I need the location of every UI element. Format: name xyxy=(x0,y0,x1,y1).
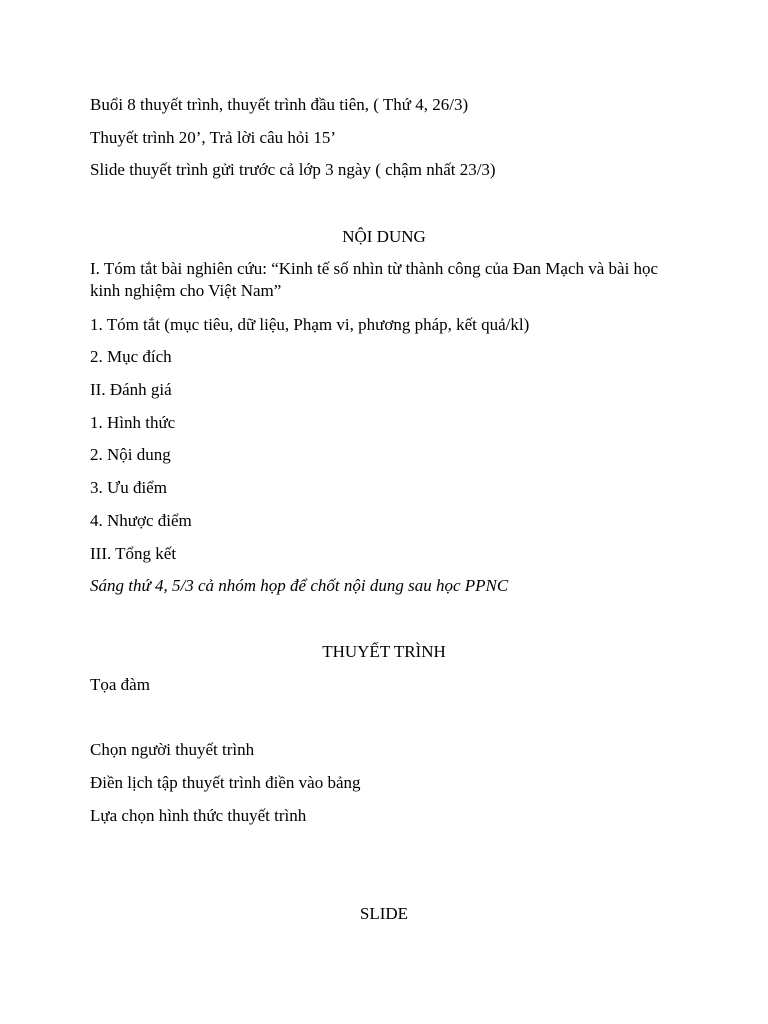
intro-line-1: Buổi 8 thuyết trình, thuyết trình đầu tiên, ( Thứ 4, 26/3) xyxy=(90,95,469,114)
presentation-heading: THUYẾT TRÌNH xyxy=(322,642,446,661)
content-item-content: 2. Nội dung xyxy=(90,445,171,464)
content-item-conclusion: III. Tổng kết xyxy=(90,544,177,563)
presentation-item-schedule: Điền lịch tập thuyết trình điền vào bảng xyxy=(90,773,361,792)
content-item-evaluation: II. Đánh giá xyxy=(90,380,172,399)
content-heading: NỘI DUNG xyxy=(342,227,426,246)
intro-line-2: Thuyết trình 20’, Trả lời câu hỏi 15’ xyxy=(90,128,337,147)
content-item-form: 1. Hình thức xyxy=(90,413,176,432)
intro-line-3: Slide thuyết trình gửi trước cả lớp 3 ngày ( chậm nhất 23/3) xyxy=(90,160,496,179)
meeting-note: Sáng thứ 4, 5/3 cả nhóm họp để chốt nội dung sau học PPNC xyxy=(90,576,509,595)
content-item-disadvantages: 4. Nhược điểm xyxy=(90,511,192,530)
presentation-item-format: Lựa chọn hình thức thuyết trình xyxy=(90,806,307,825)
content-item-advantages: 3. Ưu điểm xyxy=(90,478,167,497)
presentation-item-choose-presenter: Chọn người thuyết trình xyxy=(90,740,255,759)
content-item-summary: 1. Tóm tắt (mục tiêu, dữ liệu, Phạm vi, phương pháp, kết quả/kl) xyxy=(90,315,530,334)
slide-heading: SLIDE xyxy=(359,904,409,923)
content-item-purpose: 2. Mục đích xyxy=(90,347,172,366)
content-item-summary-study: I. Tóm tắt bài nghiên cứu: “Kinh tế số nhìn từ thành công của Đan Mạch và bài học kinh nghiệm cho Việt Nam” xyxy=(90,259,659,300)
presentation-item-discussion: Tọa đàm xyxy=(90,675,150,694)
